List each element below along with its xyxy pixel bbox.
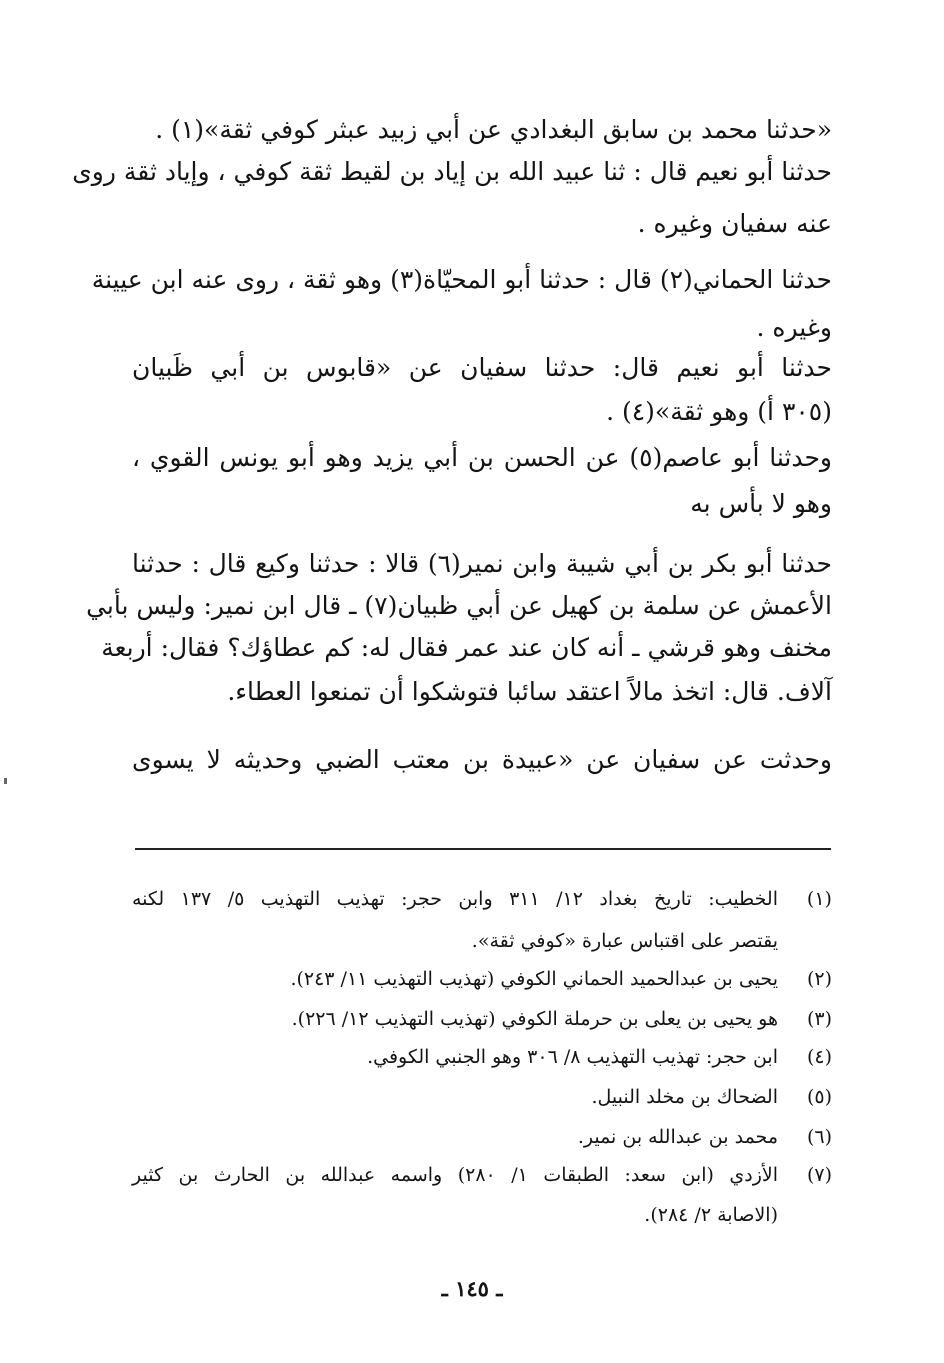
footnote-number: (٥) [806,1086,832,1108]
body-line: وحدثنا أبو عاصم(٥) عن الحسن بن أبي يزيد وهو أبو يونس القوي ، [132,443,832,472]
footnote-text: يحيى بن عبدالحميد الحماني الكوفي (تهذيب التهذيب ١١/ ٢٤٣). [290,968,778,990]
body-line: الأعمش عن سلمة بن كهيل عن أبي ظبيان(٧) ـ قال ابن نمير: وليس بأبي [86,591,832,620]
footnote-text: محمد بن عبدالله بن نمير. [577,1126,778,1148]
body-line: حدثنا أبو بكر بن أبي شيبة وابن نمير(٦) قالا : حدثنا وكيع قال : حدثنا [132,549,832,578]
footnote-4 [132,1042,832,1072]
footnote-divider [135,848,831,850]
footnote-2 [132,964,832,994]
body-line: حدثنا أبو نعيم قال : ثنا عبيد الله بن إياد بن لقيط ثقة كوفي ، وإياد ثقة روى [72,157,832,186]
footnote-number: (٧) [806,1164,832,1186]
footnote-text: الأزدي (ابن سعد: الطبقات ١/ ٢٨٠) واسمه عبدالله بن الحارث بن كثير [132,1164,778,1186]
footnote-number: (٤) [806,1046,832,1068]
footnote-text: الخطيب: تاريخ بغداد ١٢/ ٣١١ وابن حجر: تهذيب التهذيب ٥/ ١٣٧ لكنه [132,888,778,910]
body-line: آلاف. قال: اتخذ مالاً اعتقد سائبا فتوشكوا أن تمنعوا العطاء. [227,677,832,706]
scan-speck [4,778,7,784]
footnote-7 [132,1160,832,1190]
body-line: عنه سفيان وغيره . [637,209,832,238]
body-line: حدثنا الحماني(٢) قال : حدثنا أبو المحيّاة(٣) وهو ثقة ، روى عنه ابن عيينة [91,265,832,294]
footnote-text: هو يحيى بن يعلى بن حرملة الكوفي (تهذيب التهذيب ١٢/ ٢٢٦). [291,1008,778,1030]
footnote-1-continuation: يقتصر على اقتباس عبارة «كوفي ثقة». [471,930,778,952]
body-line: مخنف وهو قرشي ـ أنه كان عند عمر فقال له: كم عطاؤك؟ فقال: أربعة [101,633,832,662]
page-number: ـ ١٤٥ ـ [441,1276,503,1301]
footnote-3 [132,1004,832,1034]
footnote-1 [132,884,832,914]
body-line: وهو لا بأس به [690,489,832,518]
footnote-5 [132,1082,832,1112]
footnote-number: (٣) [806,1008,832,1030]
body-line: وحدثت عن سفيان عن «عبيدة بن معتب الضبي وحديثه لا يسوى [132,745,832,774]
body-line: حدثنا أبو نعيم قال: حدثنا سفيان عن «قابوس بن أبي ظَبيان [132,353,832,382]
footnote-number: (١) [806,888,832,910]
footnote-6 [132,1122,832,1152]
body-line: «حدثنا محمد بن سابق البغدادي عن أبي زبيد عبثر كوفي ثقة»(١) . [155,115,832,144]
footnote-text: ابن حجر: تهذيب التهذيب ٨/ ٣٠٦ وهو الجنبي الكوفي. [367,1046,778,1068]
footnote-number: (٦) [806,1126,832,1148]
footnote-number: (٢) [806,968,832,990]
footnote-text: الضحاك بن مخلد النبيل. [591,1086,778,1108]
body-line: وغيره . [756,313,832,342]
footnote-7-continuation: (الاصابة ٢/ ٢٨٤). [644,1204,778,1226]
body-line: (٣٠٥ أ) وهو ثقة»(٤) . [606,397,832,426]
